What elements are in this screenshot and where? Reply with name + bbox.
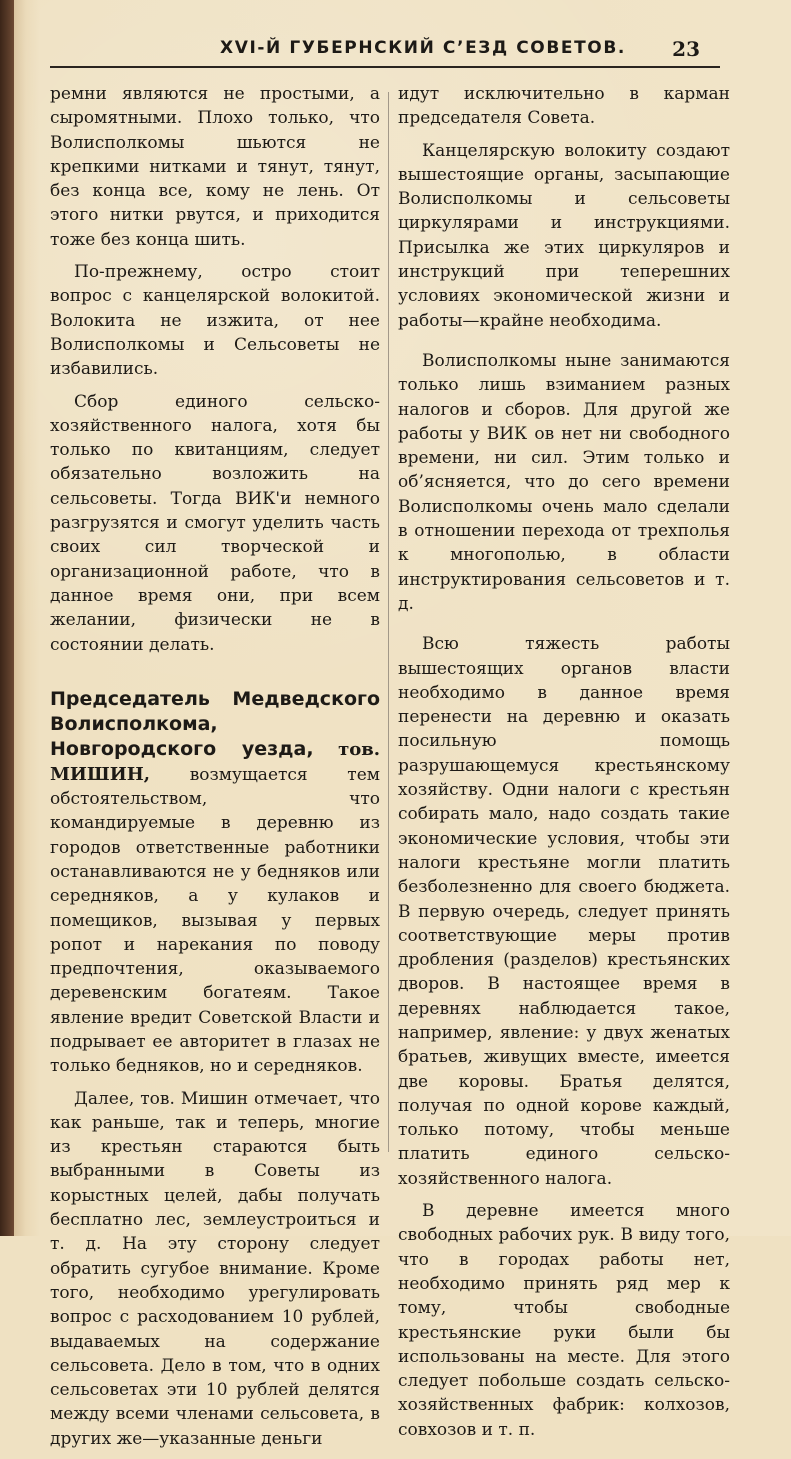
left-paragraph-2: По-прежнему, остро стоит вопрос с канцелярской волокитой. Волокита не изжита, от нее Волисполкомы и Сельсоветы не избавились. (50, 262, 380, 380)
paragraph-gap (398, 341, 730, 349)
speaker-block (50, 687, 380, 1079)
speaker-text: возмущается тем обстоятельством, что командируемые в деревню из городов ответственные работники останавливаются не у бедняков или середняков, а у кулаков и помещиков, вызывая у первых ропот и нарекания по поводу предпочтения, оказываемого деревенским богатеям. Такое явление вредит Советской Власти и подрывает ее авторитет в глазах не только бедняков, но и середняков. (50, 764, 380, 1077)
left-paragraph-3: Сбор единого сельско-хозяйственного налога, хотя бы только по квитанциям, следует обязательно возложить на сельсоветы. Тогда ВИК'и немного разгрузятся и смогут уделить часть своих сил творческой и организационной работе, что в данное время они, при всем желании, физически не в состоянии делать. (50, 391, 380, 655)
left-paragraph-4: Далее, тов. Мишин отмечает, что как раньше, так и теперь, многие из крестьян стараются быть выбранными в Советы из корыстных целей, дабы получать бесплатно лес, землеустроиться и т. д. На эту сторону следует обратить сугубое внимание. Кроме того, необходимо урегулировать вопрос с расходованием 10 рублей, выдаваемых на содержание сельсовета. Дело в том, что в одних сельсоветах эти 10 рублей делятся между всеми членами сельсовета, в других же—указанные деньги (50, 1088, 380, 1449)
speaker-name: тов. МИШИН, (50, 739, 380, 785)
right-paragraph-4: Всю тяжесть работы вышестоящих органов власти необходимо в данное время перенести на деревню и оказать посильную помощь разрушающемуся крестьянскому хозяйству. Одни налоги с крестьян собирать мало, надо создать такие экономические условия, чтобы эти налоги крестьяне могли платить безболезненно для своего бюджета. В первую очередь, следует принять соответствующие меры против дробления (разделов) крестьянских дворов. В настоящее время в деревнях наблюдается такое, например, явление: у двух женатых братьев, живущих вместе, имеется две коровы. Братья делятся, получая по одной корове каждый, только потому, чтобы меньше платить единого сельско-хозяйственного налога. (398, 634, 730, 1189)
left-paragraph-1: ремни являются не простыми, а сыромятными. Плохо только, что Волисполкомы шьются не крепкими нитками и тянут, тянут, без конца все, кому не лень. От этого нитки рвутся, и приходится тоже без конца шить. (50, 84, 380, 250)
running-header (50, 38, 720, 68)
page-binding-shadow (0, 0, 14, 1236)
right-column (398, 82, 730, 1450)
column-divider (388, 92, 389, 1152)
right-paragraph-3: Волисполкомы ныне занимаются только лишь взиманием разных налогов и сборов. Для другой же работы у ВИК ов нет ни свободного времени, ни сил. Этим только и об’ясняется, что до сего времени Волисполкомы очень мало сделали в отношении перехода от трехполья к многополью, в области инструктирования сельсоветов и т. д. (398, 350, 730, 614)
page-title: XVI-Й ГУБЕРНСКИЙ С’ЕЗД СОВЕТОВ. (220, 38, 626, 58)
section-gap (50, 665, 380, 687)
page-number: 23 (672, 37, 700, 61)
right-paragraph-2: Канцелярскую волокиту создают вышестоящие органы, засыпающие Волисполкомы и сельсоветы циркулярами и инструкциями. Присылка же этих циркуляров и инструкций при теперешних условиях экономической жизни и работы—крайне необходима. (398, 140, 730, 331)
right-paragraph-1: идут исключительно в карман председателя Совета. (398, 84, 730, 129)
left-column (50, 82, 380, 1459)
paragraph-gap-2 (398, 624, 730, 632)
right-paragraph-5: В деревне имеется много свободных рабочих рук. В виду того, что в городах работы нет, необходимо принять ряд мер к тому, чтобы свободные крестьянские руки были бы использованы на месте. Для этого следует побольше создать сельско-хозяйственных фабрик: колхозов, совхозов и т. п. (398, 1201, 730, 1440)
speaker-title: Председатель Медведского Волисполкома, Новгородского уезда, (50, 687, 380, 761)
